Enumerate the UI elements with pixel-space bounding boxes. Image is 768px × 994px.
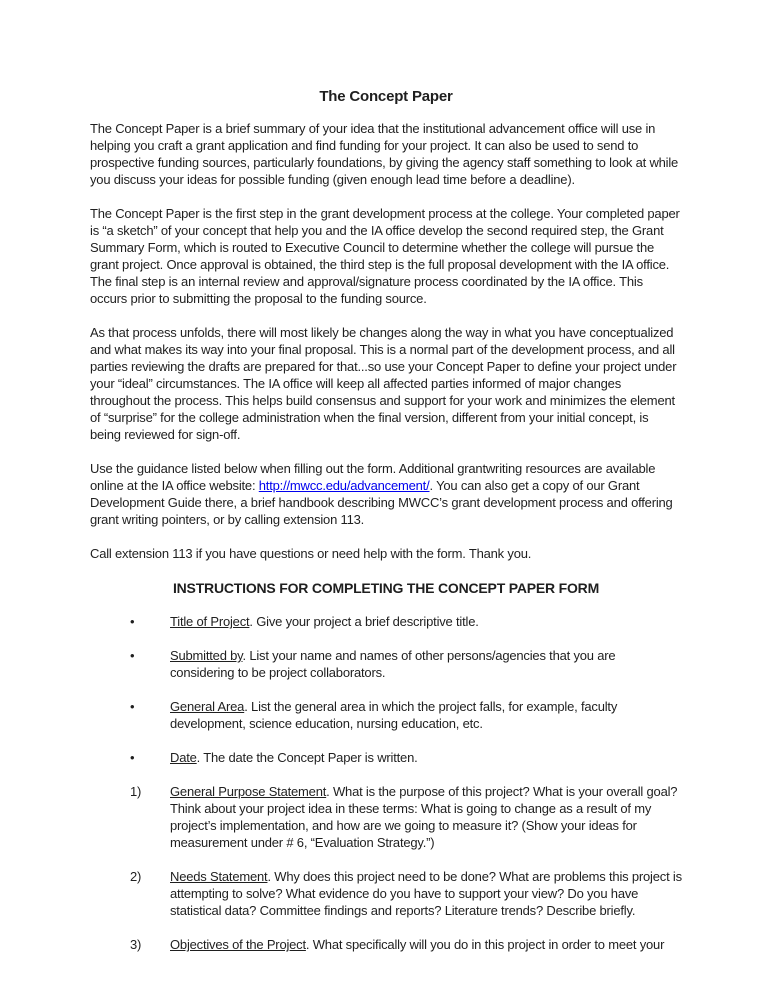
call-note: Call extension 113 if you have questions or need help with the form. Thank you. [90, 546, 532, 561]
item-rest: . Give your project a brief descriptive title. [249, 614, 479, 629]
instructions-heading: INSTRUCTIONS FOR COMPLETING THE CONCEPT PAPER FORM [172, 580, 600, 596]
item-rest: . List your name and names of other persons/agencies that you are considering to be project collaborators. [170, 648, 616, 680]
item-text [170, 936, 682, 953]
item-rest: . What specifically will you do in this project in order to meet your [305, 937, 665, 952]
guidance-text-post: . You can also get a copy of our Grant Development Guide there, a brief handbook describing MWCC’s grant development process and offering grant writing pointers, or by calling extension 113. [90, 478, 673, 527]
item-lead: General Purpose Statement [170, 784, 327, 799]
bullet-marker: • [130, 699, 135, 714]
instruction-item-objectives-of-the-project [90, 936, 682, 953]
instruction-item-title-of-project [90, 613, 682, 630]
item-rest: . List the general area in which the project falls, for example, faculty development, science education, nursing education, etc. [170, 699, 618, 731]
item-rest: . What is the purpose of this project? What is your overall goal? Think about your project idea in these terms: What is going to change as a result of my project’s implementation, and how are we going to measure it? (Show your ideas for measurement under # 6, “Evaluation Strategy.”) [170, 784, 678, 850]
item-text [170, 698, 682, 732]
item-lead: Submitted by [170, 648, 243, 663]
bullet-marker: • [130, 648, 135, 663]
intro-paragraph-2: The Concept Paper is the first step in the grant development process at the college. Your completed paper is “a sketch” of your concept that help you and the IA office develop the second required step, the Grant Summary Form, which is routed to Executive Council to determine whether the college will pursue the grant project. Once approval is obtained, the third step is the full proposal development with the IA office. The final step is an internal review and approval/signature process coordinated by the IA office. This occurs prior to submitting the proposal to the funding source. [90, 206, 680, 306]
item-text [170, 613, 682, 630]
item-number: 2) [130, 869, 142, 884]
advancement-link[interactable]: http://mwcc.edu/advancement/ [258, 478, 430, 493]
document-title: The Concept Paper [319, 88, 453, 105]
intro-paragraph-3: As that process unfolds, there will most likely be changes along the way in what you have conceptualized and what makes its way into your final proposal. This is a normal part of the development process, and all parties reviewing the drafts are prepared for that...so use your Concept Paper to define your project under your “ideal” circumstances. The IA office will keep all affected parties informed of major changes throughout the process. This helps build consensus and support for your work and minimizes the element of “surprise” for the college administration when the final version, different from your initial concept, is being reviewed for sign-off. [90, 325, 677, 442]
item-text [170, 647, 682, 681]
guidance-paragraph [90, 460, 682, 528]
item-number: 3) [130, 937, 142, 952]
intro-paragraph-1: The Concept Paper is a brief summary of your idea that the institutional advancement office will use in helping you craft a grant application and find funding for your project. It can also be used to send to prospective funding sources, particularly foundations, by giving the agency staff something to look at while you discuss your ideas for possible funding (given enough lead time before a deadline). [90, 121, 679, 187]
instruction-item-date [90, 749, 682, 766]
guidance-text-pre: Use the guidance listed below when filling out the form. Additional grantwriting resources are available online at the IA office website: [90, 461, 656, 493]
instruction-item-submitted-by [90, 647, 682, 681]
item-text [170, 868, 682, 919]
instruction-item-needs-statement [90, 868, 682, 919]
instruction-item-general-area [90, 698, 682, 732]
item-text [170, 783, 682, 851]
item-number: 1) [130, 784, 142, 799]
instruction-item-general-purpose-statement [90, 783, 682, 851]
item-rest: . Why does this project need to be done? What are problems this project is attempting to solve? What evidence do you have to support your view? Do you have statistical data? Committee findings and reports? Literature trends? Describe briefly. [170, 869, 682, 918]
item-lead: General Area [170, 699, 245, 714]
item-lead: Title of Project [170, 614, 250, 629]
item-rest: . The date the Concept Paper is written. [196, 750, 418, 765]
bullet-marker: • [130, 750, 135, 765]
item-text [170, 749, 682, 766]
bullet-marker: • [130, 614, 135, 629]
item-lead: Objectives of the Project [170, 937, 306, 952]
item-lead: Needs Statement [170, 869, 268, 884]
item-lead: Date [170, 750, 197, 765]
